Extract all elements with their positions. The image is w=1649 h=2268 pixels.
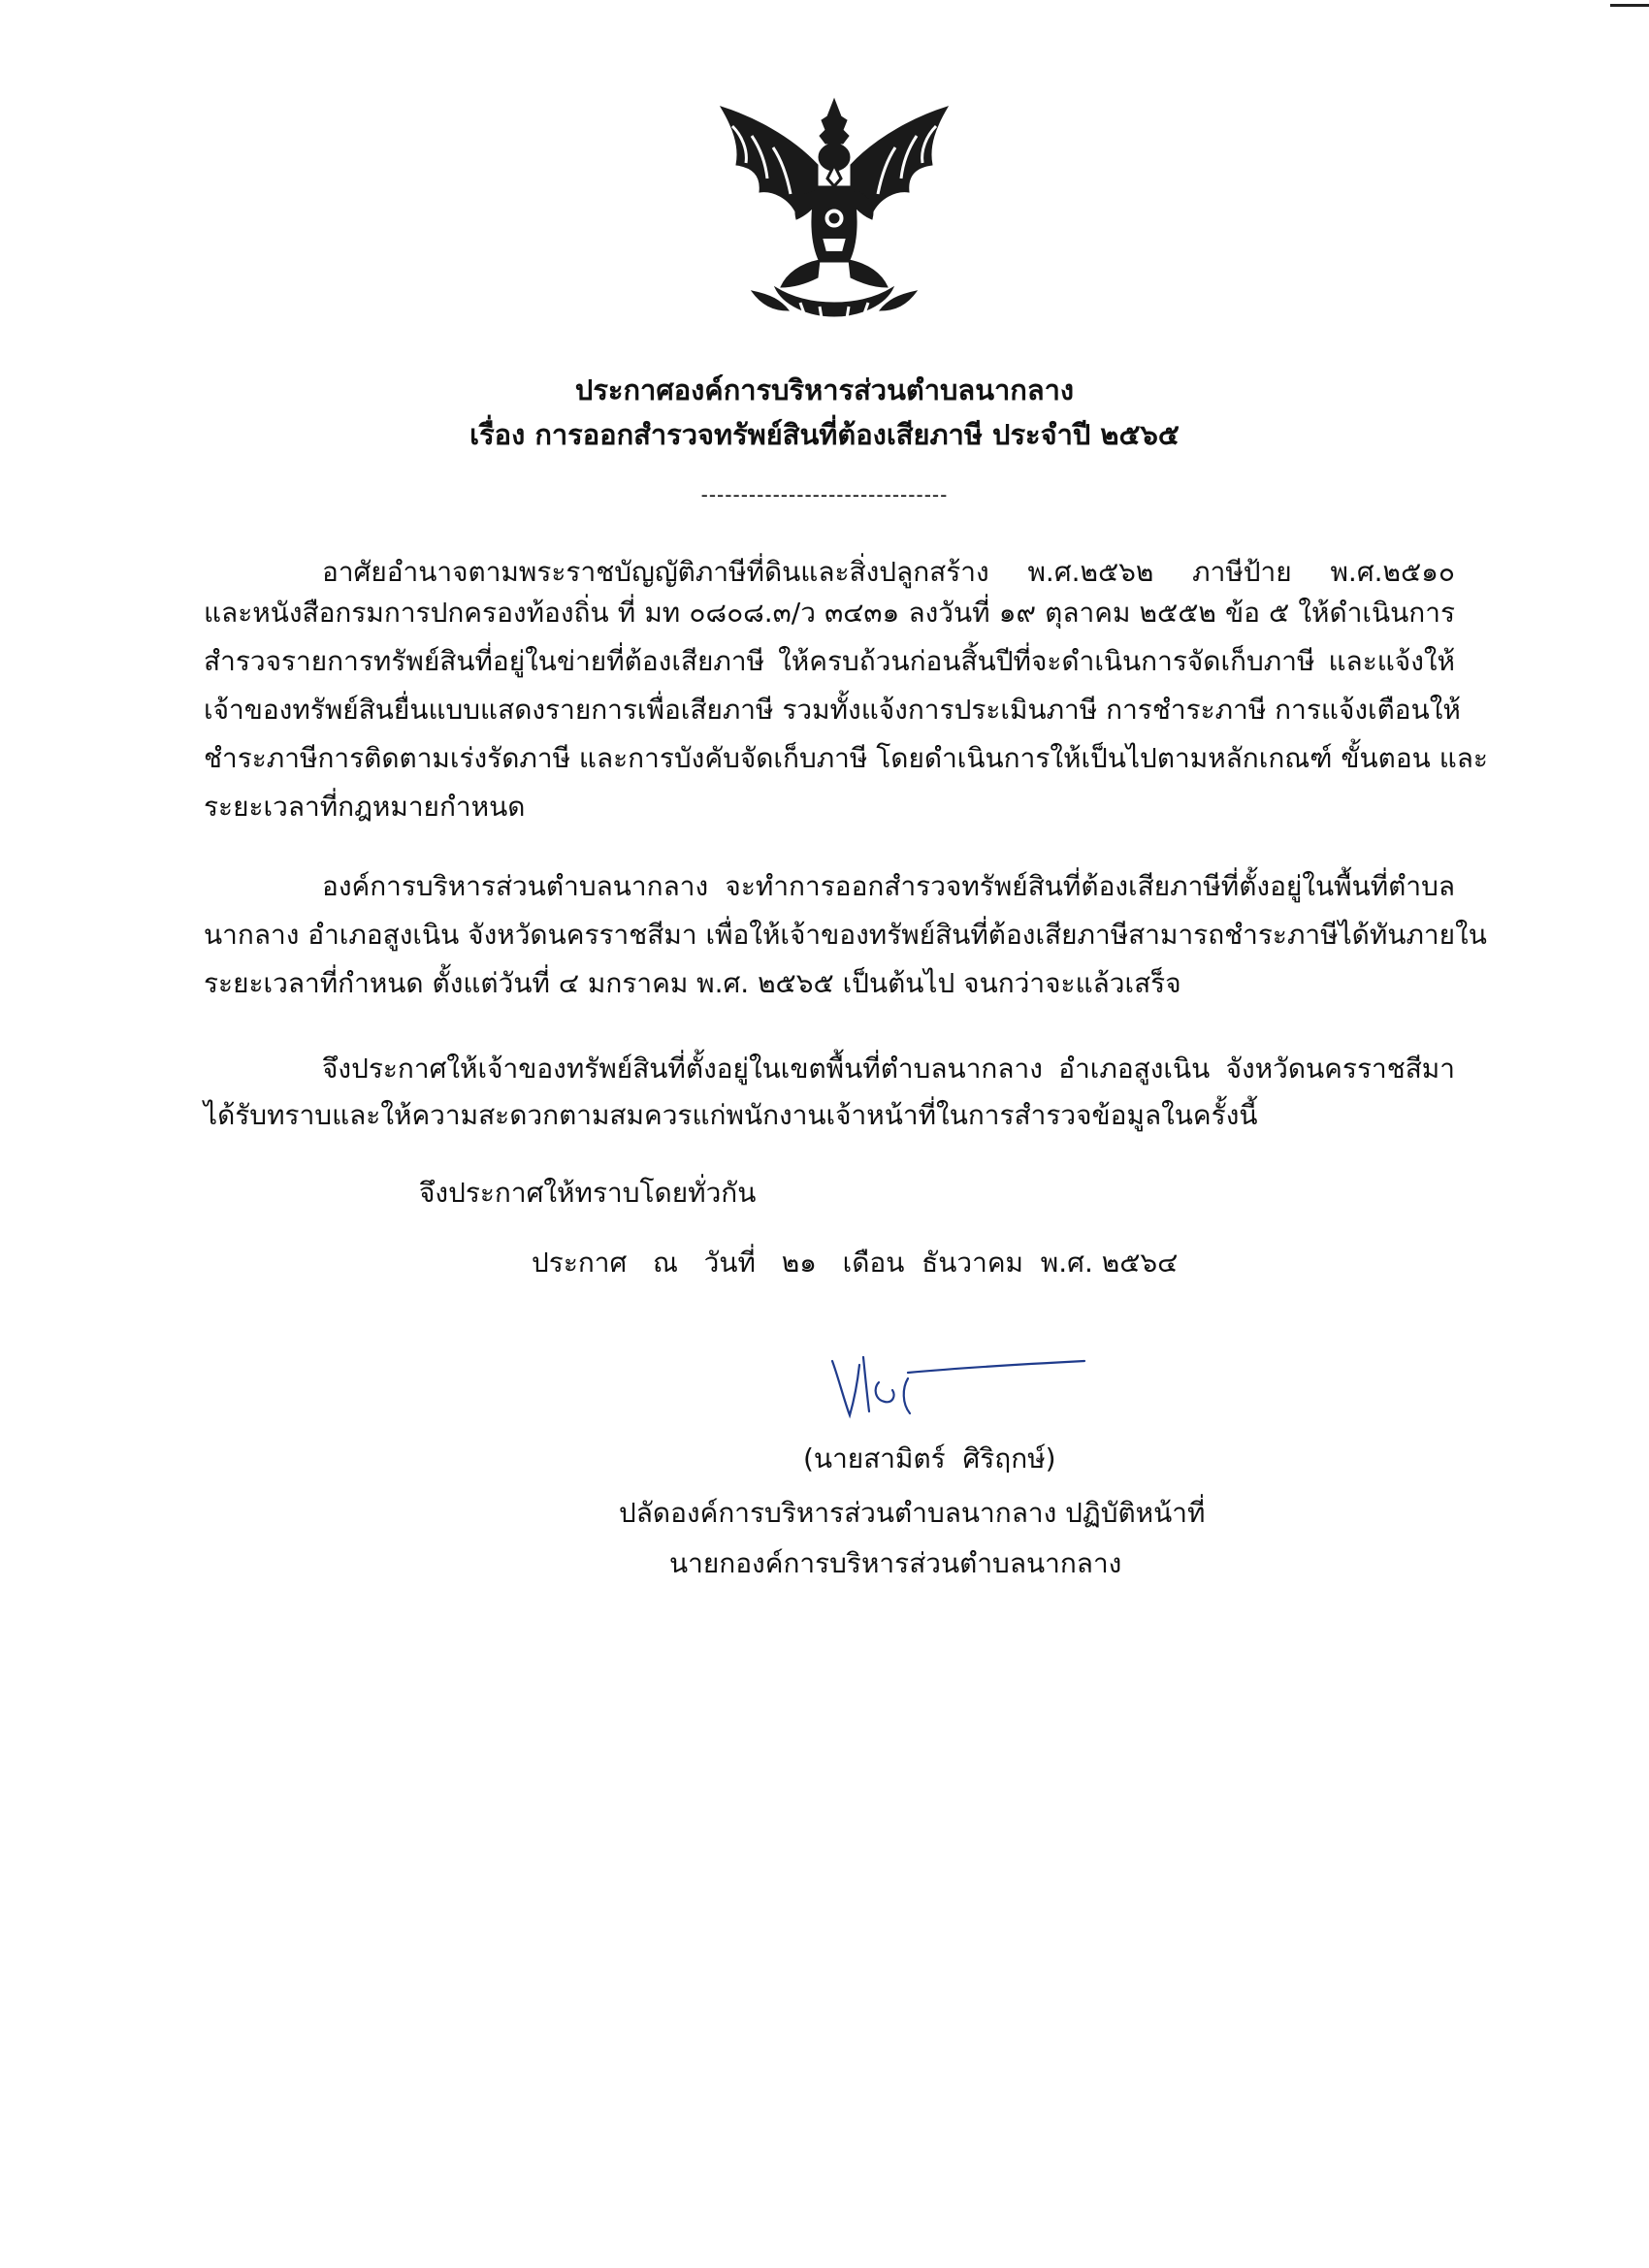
handwritten-signature <box>824 1344 1096 1431</box>
announcement-subject: เรื่อง การออกสำรวจทรัพย์สินที่ต้องเสียภาษี ประจำปี ๒๕๖๕ <box>469 418 1180 451</box>
para1-line-2: และหนังสือกรมการปกครองท้องถิ่น ที่ มท ๐๘๐๘.๓/ว ๓๔๓๑ ลงวันที่ ๑๙ ตุลาคม ๒๕๕๒ ข้อ ๕ ให้ดำเนินการ <box>204 597 1455 629</box>
corner-mark <box>1610 4 1649 7</box>
signatory-position-2: นายกองค์การบริหารส่วนตำบลนากลาง <box>669 1547 1122 1579</box>
signatory-position-1: ปลัดองค์การบริหารส่วนตำบลนากลาง ปฏิบัติหน้าที่ <box>619 1497 1206 1529</box>
garuda-emblem-icon <box>713 97 955 320</box>
para2-line-3: ระยะเวลาที่กำหนด ตั้งแต่วันที่ ๔ มกราคม พ.ศ. ๒๕๖๕ เป็นต้นไป จนกว่าจะแล้วเสร็จ <box>204 967 1181 999</box>
para2-line-2: นากลาง อำเภอสูงเนิน จังหวัดนครราชสีมา เพื่อให้เจ้าของทรัพย์สินที่ต้องเสียภาษีสามารถชำระภาษีได้ทันภายใน <box>204 919 1487 951</box>
para1-line-5: ชำระภาษีการติดตามเร่งรัดภาษี และการบังคับจัดเก็บภาษี โดยดำเนินการให้เป็นไปตามหลักเกณฑ์ ขั้นตอน และ <box>204 742 1488 774</box>
para1-line-1: อาศัยอำนาจตามพระราชบัญญัติภาษีที่ดินและสิ่งปลูกสร้าง พ.ศ.๒๕๖๒ ภาษีป้าย พ.ศ.๒๕๑๐ <box>322 556 1455 588</box>
para1-line-6: ระยะเวลาที่กฎหมายกำหนด <box>204 791 526 823</box>
para3-line-2: ได้รับทราบและให้ความสะดวกตามสมควรแก่พนักงานเจ้าหน้าที่ในการสำรวจข้อมูลในครั้งนี้ <box>204 1099 1258 1131</box>
para1-line-4: เจ้าของทรัพย์สินยื่นแบบแสดงรายการเพื่อเสียภาษี รวมทั้งแจ้งการประเมินภาษี การชำระภาษี การแจ้งเตือนให้ <box>204 694 1461 726</box>
para3-line-1: จึงประกาศให้เจ้าของทรัพย์สินที่ตั้งอยู่ในเขตพื้นที่ตำบลนากลาง อำเภอสูงเนิน จังหวัดนครราชสีมา <box>322 1053 1455 1085</box>
closing-statement: จึงประกาศให้ทราบโดยทั่วกัน <box>419 1177 757 1209</box>
announcement-title: ประกาศองค์การบริหารส่วนตำบลนากลาง <box>574 373 1075 406</box>
title-divider: ------------------------------- <box>700 483 949 506</box>
announcement-date: ประกาศ ณ วันที่ ๒๑ เดือน ธันวาคม พ.ศ. ๒๕๖๔ <box>532 1247 1179 1279</box>
para2-line-1: องค์การบริหารส่วนตำบลนากลาง จะทำการออกสำรวจทรัพย์สินที่ต้องเสียภาษีที่ตั้งอยู่ในพื้นที่ตำบล <box>322 870 1455 902</box>
para1-line-3: สำรวจรายการทรัพย์สินที่อยู่ในข่ายที่ต้องเสียภาษี ให้ครบถ้วนก่อนสิ้นปีที่จะดำเนินการจัดเก็บภาษี และแจ้งให้ <box>204 645 1455 677</box>
signatory-name: (นายสามิตร์ ศิริฤกษ์) <box>803 1442 1056 1474</box>
